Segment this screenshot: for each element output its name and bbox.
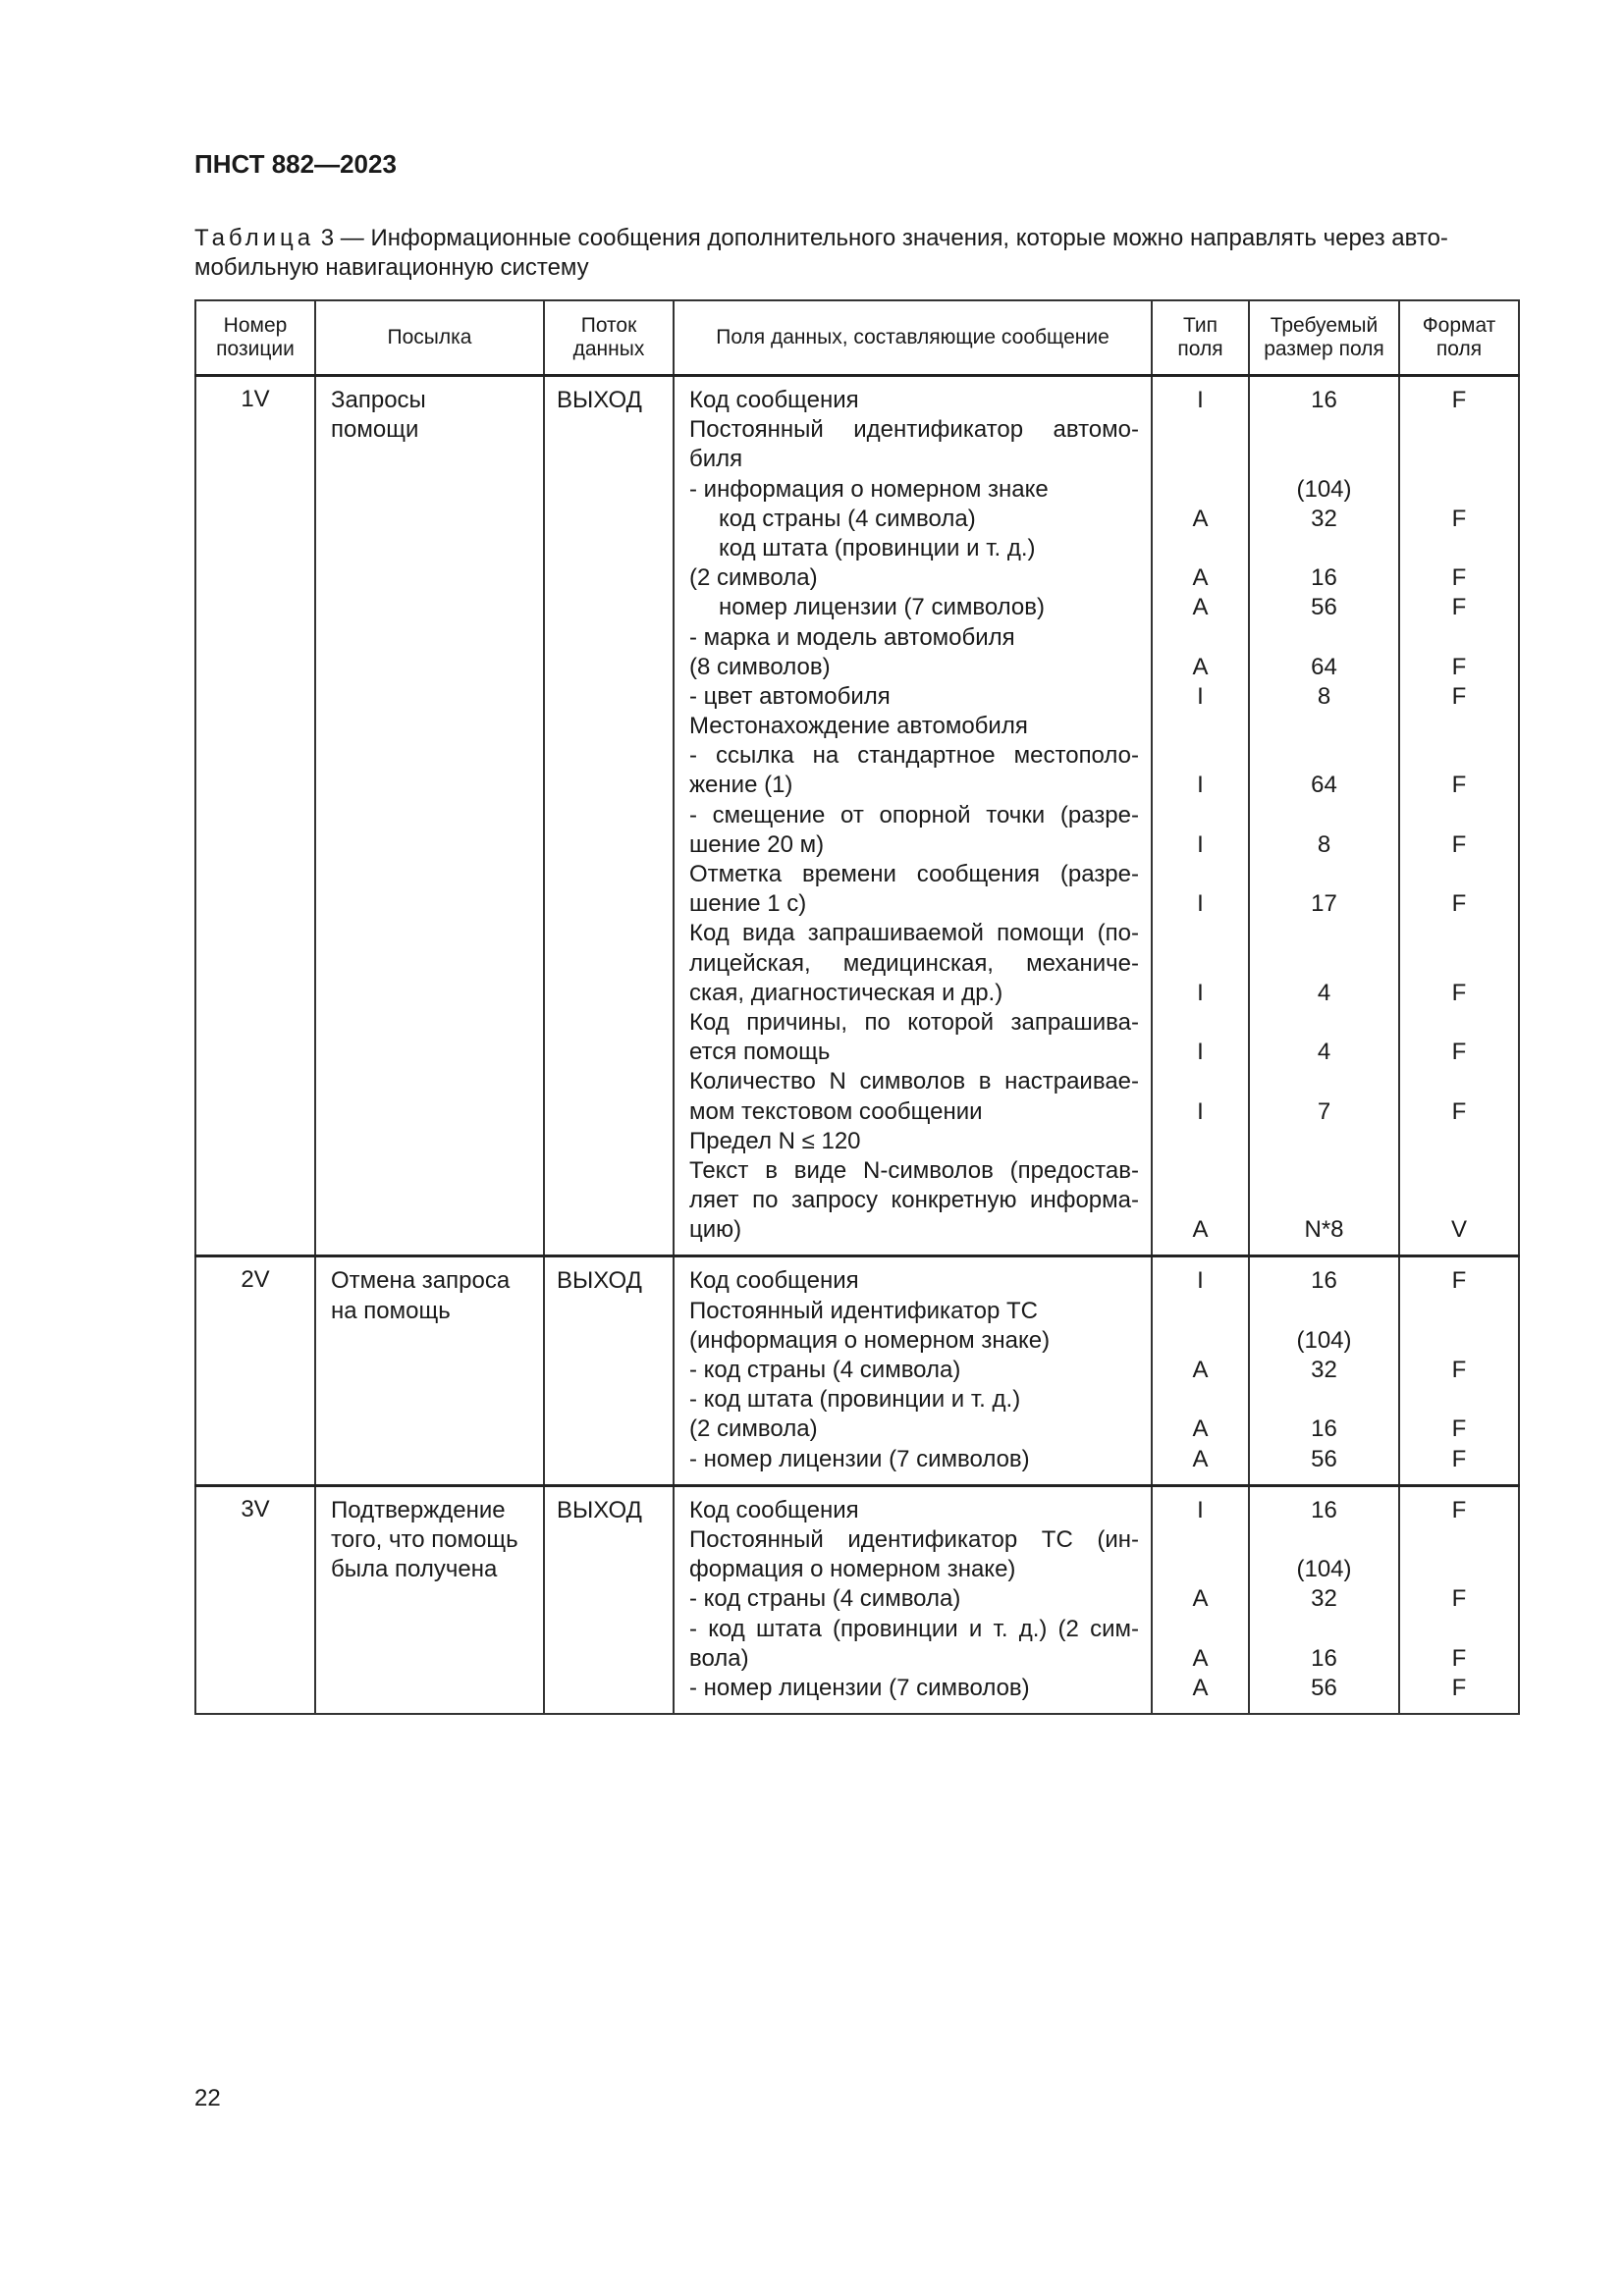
caption-text-line2: мобильную навигационную систему [194,254,589,281]
format-value [1400,949,1518,979]
size-value: 17 [1311,890,1337,918]
type-cell [1152,1485,1249,1714]
type-value: I [1197,1496,1204,1523]
size-value: 56 [1311,1445,1337,1472]
format-value [1400,475,1518,505]
format-value [1400,445,1518,474]
message-line: помощи [331,416,419,444]
header-data-flow: Поток данных [544,300,674,376]
field-line: Код вида запрашиваемой помощи (по- [689,920,1139,947]
size-value: 16 [1311,564,1337,592]
size-value: 16 [1311,387,1337,413]
size-cell [1249,376,1399,1256]
format-value [1400,1127,1518,1156]
type-cell [1152,1256,1249,1485]
type-value: I [1197,1097,1204,1125]
field-line: - цвет автомобиля [689,682,891,710]
format-value-list [1400,1487,1518,1713]
message-text [316,377,543,454]
type-value [1153,1297,1248,1326]
table-row [195,1485,1519,1714]
type-cell [1152,376,1249,1256]
size-value [1250,445,1398,474]
size-value [1250,623,1398,653]
size-value [1250,1156,1398,1186]
field-line: Постоянный идентификатор ТС (ин- [689,1525,1139,1553]
flow-cell [544,1485,674,1714]
type-value [1153,712,1248,741]
field-line: Код сообщения [689,1496,859,1523]
type-value [1153,415,1248,445]
type-value: I [1197,890,1204,918]
size-value: 7 [1317,1097,1331,1125]
type-value [1153,949,1248,979]
field-line-list [675,1257,1151,1483]
format-value: F [1451,772,1467,799]
format-cell [1399,1256,1519,1485]
table-row [195,376,1519,1256]
field-line: лицейская, медицинская, механиче- [689,949,1139,977]
type-value: A [1192,1585,1209,1613]
format-value: V [1450,1216,1467,1244]
size-value [1250,801,1398,830]
field-line: Код причины, по которой запрашива- [689,1008,1139,1036]
format-value: F [1451,1039,1467,1066]
size-value: 16 [1311,1644,1337,1672]
format-value [1400,712,1518,741]
format-value: F [1451,1415,1467,1443]
type-value-list [1153,377,1248,1255]
flow-value: ВЫХОД [557,1496,642,1523]
message-line: Запросы [331,387,426,413]
type-value [1153,623,1248,653]
format-value [1400,623,1518,653]
field-line: формация о номерном знаке) [689,1556,1016,1583]
message-line: Отмена запроса [331,1267,511,1295]
field-line: (2 символа) [689,1415,818,1443]
size-value: 64 [1311,772,1337,799]
format-value: F [1451,1267,1467,1295]
field-line: - код штата (провинции и т. д.) (2 сим- [689,1615,1139,1642]
size-value [1250,949,1398,979]
format-value [1400,1555,1518,1584]
size-value: 32 [1311,1585,1337,1613]
format-value [1400,919,1518,948]
size-value [1250,1008,1398,1038]
field-line: Предел N ≤ 120 [689,1127,861,1154]
caption-label: Таблица [194,225,315,251]
field-line: цию) [689,1216,742,1244]
flow-cell [544,1256,674,1485]
size-value: 16 [1311,1496,1337,1523]
format-value: F [1451,505,1467,532]
flow-value: ВЫХОД [557,1267,642,1295]
type-value-list [1153,1257,1248,1483]
table-caption [194,224,1518,283]
fields-cell [674,1256,1152,1485]
position-value: 1V [241,386,270,412]
size-value [1250,1525,1398,1555]
type-value: A [1192,1674,1209,1701]
size-value [1250,1127,1398,1156]
type-value: A [1192,594,1209,621]
message-text [316,1487,543,1595]
field-line: вола) [689,1644,749,1672]
type-value [1153,534,1248,563]
page-number: 22 [194,2085,221,2111]
field-line: мом текстовом сообщении [689,1097,983,1125]
message-line: того, что помощь [331,1525,518,1553]
position-value: 3V [241,1495,270,1522]
size-value: 56 [1311,594,1337,621]
format-value [1400,1008,1518,1038]
field-line: - смещение от опорной точки (разре- [689,801,1139,828]
field-line: биля [689,446,743,473]
type-value [1153,1067,1248,1096]
size-value: 32 [1311,505,1337,532]
format-value-list [1400,377,1518,1255]
format-value [1400,1186,1518,1215]
field-line: - код страны (4 символа) [689,1357,961,1383]
type-value [1153,475,1248,505]
size-value: (104) [1296,1326,1352,1354]
size-value: 56 [1311,1674,1337,1701]
field-line: ская, диагностическая и др.) [689,979,1003,1006]
field-line-list [675,1487,1151,1713]
size-value-list [1250,1257,1398,1483]
field-line: Постоянный идентификатор автомо- [689,416,1139,444]
header-field-format: Формат поля [1399,300,1519,376]
size-value [1250,534,1398,563]
type-value: A [1192,1445,1209,1472]
size-cell [1249,1256,1399,1485]
size-value [1250,1067,1398,1096]
size-value [1250,919,1398,948]
format-value: F [1451,979,1467,1006]
field-line: (информация о номерном знаке) [689,1326,1051,1354]
type-value: I [1197,979,1204,1006]
size-value [1250,1615,1398,1644]
type-value [1153,1127,1248,1156]
type-value [1153,1555,1248,1584]
size-value: 8 [1317,682,1331,710]
message-line: на помощь [331,1297,451,1324]
position-cell [195,376,315,1256]
format-value: F [1451,1644,1467,1672]
field-line: - код штата (провинции и т. д.) [689,1386,1021,1414]
format-value: F [1451,564,1467,592]
size-cell [1249,1485,1399,1714]
format-value [1400,741,1518,771]
type-value [1153,1615,1248,1644]
flow-value: ВЫХОД [557,387,642,413]
format-value [1400,415,1518,445]
message-text [316,1257,543,1335]
field-line: Постоянный идентификатор ТС [689,1297,1038,1324]
caption-text-line1: 3 — Информационные сообщения дополнительного значения, которые можно направлять через авто- [320,225,1448,251]
size-value: 4 [1317,979,1331,1006]
type-value: A [1192,1357,1209,1383]
format-value [1400,1156,1518,1186]
size-value: 32 [1311,1357,1337,1383]
size-value [1250,712,1398,741]
type-value: I [1197,1039,1204,1066]
type-value: A [1192,564,1209,592]
size-value-list [1250,377,1398,1255]
format-value: F [1451,682,1467,710]
type-value-list [1153,1487,1248,1713]
field-line: - ссылка на стандартное местополо- [689,742,1139,770]
size-value: 16 [1311,1415,1337,1443]
format-value [1400,1525,1518,1555]
type-value: A [1192,1216,1209,1244]
field-line: шение 20 м) [689,830,825,858]
format-value: F [1451,890,1467,918]
format-value [1400,860,1518,889]
size-value: 4 [1317,1039,1331,1066]
type-value: A [1192,505,1209,532]
format-value: F [1451,1674,1467,1701]
size-value [1250,1385,1398,1415]
position-cell [195,1256,315,1485]
fields-cell [674,376,1152,1256]
format-value [1400,1615,1518,1644]
size-value [1250,415,1398,445]
messages-table [194,299,1520,1715]
field-line: номер лицензии (7 символов) [719,594,1046,621]
size-value-list [1250,1487,1398,1713]
type-value [1153,1525,1248,1555]
size-value [1250,741,1398,771]
header-position: Номер позиции [195,300,315,376]
field-line: - код страны (4 символа) [689,1585,961,1613]
format-value: F [1451,1097,1467,1125]
size-value: N*8 [1304,1216,1344,1244]
format-cell [1399,376,1519,1256]
field-line: ляет по запросу конкретную информа- [689,1187,1139,1214]
field-line: Код сообщения [689,1267,859,1295]
field-line: шение 1 с) [689,890,807,918]
format-cell [1399,1485,1519,1714]
type-value [1153,919,1248,948]
header-message: Посылка [315,300,544,376]
field-line: код страны (4 символа) [719,505,976,532]
format-value [1400,801,1518,830]
flow-cell [544,376,674,1256]
field-line-list [675,377,1151,1255]
message-cell [315,1256,544,1485]
format-value [1400,534,1518,563]
field-line: ется помощь [689,1039,831,1066]
table-header-row [195,300,1519,376]
field-line: (8 символов) [689,653,831,680]
type-value [1153,801,1248,830]
flow-wrap [545,1487,673,1535]
message-line: была получена [331,1556,498,1583]
type-value [1153,741,1248,771]
type-value [1153,860,1248,889]
format-value: F [1451,1585,1467,1613]
fields-cell [674,1485,1152,1714]
message-line: Подтверждение [331,1496,506,1523]
format-value [1400,1067,1518,1096]
field-line: Количество N символов в настраивае- [689,1068,1139,1095]
format-value: F [1451,387,1467,413]
format-value: F [1451,1445,1467,1472]
format-value [1400,1326,1518,1356]
field-line: код штата (провинции и т. д.) [719,534,1036,561]
type-value [1153,1008,1248,1038]
format-value-list [1400,1257,1518,1483]
field-line: - марка и модель автомобиля [689,623,1015,651]
type-value: I [1197,772,1204,799]
field-line: Код сообщения [689,387,859,413]
type-value [1153,1186,1248,1215]
type-value: I [1197,1267,1204,1295]
format-value: F [1451,830,1467,858]
type-value: A [1192,653,1209,680]
flow-wrap [545,1257,673,1306]
format-value: F [1451,1496,1467,1523]
size-value: 8 [1317,830,1331,858]
type-value: I [1197,387,1204,413]
format-value [1400,1297,1518,1326]
field-line: Отметка времени сообщения (разре- [689,861,1139,887]
header-field-size: Требуемый размер поля [1249,300,1399,376]
type-value [1153,1156,1248,1186]
field-line: - номер лицензии (7 символов) [689,1674,1030,1701]
field-line: (2 символа) [689,564,818,592]
type-value: I [1197,830,1204,858]
format-value [1400,1385,1518,1415]
type-value [1153,1326,1248,1356]
type-value: A [1192,1644,1209,1672]
size-value: (104) [1296,1556,1352,1583]
header-data-fields: Поля данных, составляющие сообщение [674,300,1152,376]
format-value: F [1451,1357,1467,1383]
header-field-type: Тип поля [1152,300,1249,376]
position-value: 2V [241,1266,270,1294]
field-line: - номер лицензии (7 символов) [689,1445,1030,1472]
flow-wrap [545,377,673,425]
size-value: 16 [1311,1267,1337,1295]
size-value: 64 [1311,653,1337,680]
position-cell [195,1485,315,1714]
document-code: ПНСТ 882—2023 [194,149,397,179]
format-value: F [1451,594,1467,621]
type-value [1153,1385,1248,1415]
size-value [1250,1297,1398,1326]
message-cell [315,1485,544,1714]
type-value: A [1192,1415,1209,1443]
field-line: Текст в виде N-символов (предостав- [689,1156,1139,1184]
field-line: жение (1) [689,772,793,799]
table-row [195,1256,1519,1485]
type-value [1153,445,1248,474]
format-value: F [1451,653,1467,680]
size-value [1250,860,1398,889]
field-line: - информация о номерном знаке [689,475,1049,503]
message-cell [315,376,544,1256]
size-value: (104) [1296,475,1352,503]
type-value: I [1197,682,1204,710]
size-value [1250,1186,1398,1215]
field-line: Местонахождение автомобиля [689,713,1028,740]
